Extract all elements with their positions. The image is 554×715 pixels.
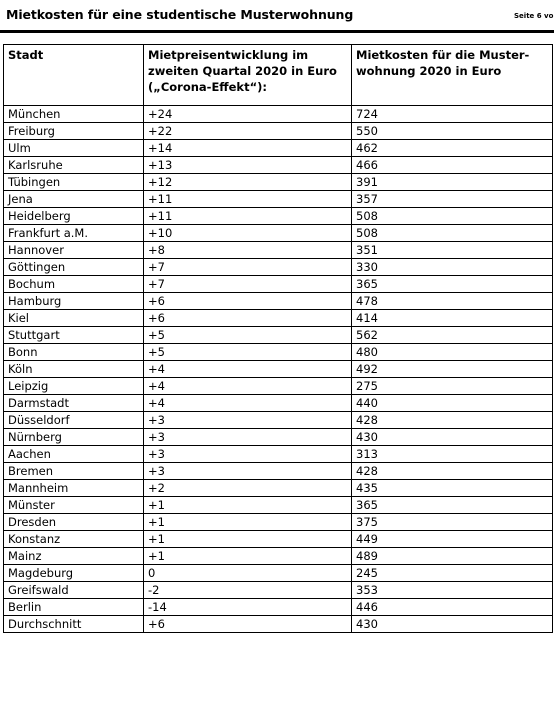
cell-stadt: München xyxy=(4,106,144,123)
cell-stadt: Leipzig xyxy=(4,378,144,395)
cell-mietkosten: 724 xyxy=(352,106,553,123)
cell-mietkosten: 440 xyxy=(352,395,553,412)
cell-entwicklung: +5 xyxy=(144,327,352,344)
table-row xyxy=(4,378,553,395)
cell-entwicklung: -2 xyxy=(144,582,352,599)
cell-stadt: Dresden xyxy=(4,514,144,531)
cell-stadt: Heidelberg xyxy=(4,208,144,225)
cell-stadt: Düsseldorf xyxy=(4,412,144,429)
table-row xyxy=(4,412,553,429)
table-row xyxy=(4,429,553,446)
table-row xyxy=(4,446,553,463)
table-row xyxy=(4,361,553,378)
cell-mietkosten: 275 xyxy=(352,378,553,395)
cell-entwicklung: +4 xyxy=(144,395,352,412)
cell-entwicklung: +3 xyxy=(144,463,352,480)
cell-entwicklung: +6 xyxy=(144,310,352,327)
cell-entwicklung: 0 xyxy=(144,565,352,582)
cell-stadt: Mainz xyxy=(4,548,144,565)
cell-entwicklung: +11 xyxy=(144,191,352,208)
cell-mietkosten: 446 xyxy=(352,599,553,616)
table-row xyxy=(4,395,553,412)
cell-entwicklung: +5 xyxy=(144,344,352,361)
cell-mietkosten: 466 xyxy=(352,157,553,174)
cell-mietkosten: 245 xyxy=(352,565,553,582)
cell-entwicklung: +1 xyxy=(144,548,352,565)
cell-mietkosten: 478 xyxy=(352,293,553,310)
table-header-row xyxy=(4,45,553,106)
cell-entwicklung: +14 xyxy=(144,140,352,157)
table-row xyxy=(4,191,553,208)
cell-mietkosten: 430 xyxy=(352,616,553,633)
cell-mietkosten: 489 xyxy=(352,548,553,565)
cell-entwicklung: +3 xyxy=(144,412,352,429)
cell-entwicklung: +11 xyxy=(144,208,352,225)
cell-mietkosten: 562 xyxy=(352,327,553,344)
cell-stadt: Mannheim xyxy=(4,480,144,497)
header-mietkosten: Mietkosten für die Muster-wohnung 2020 in Euro xyxy=(352,45,553,106)
cell-stadt: Frankfurt a.M. xyxy=(4,225,144,242)
cell-entwicklung: +8 xyxy=(144,242,352,259)
cell-mietkosten: 480 xyxy=(352,344,553,361)
table-row xyxy=(4,310,553,327)
cell-mietkosten: 492 xyxy=(352,361,553,378)
table-body xyxy=(4,106,553,633)
cell-mietkosten: 430 xyxy=(352,429,553,446)
table-row xyxy=(4,599,553,616)
table-row xyxy=(4,616,553,633)
cell-stadt: Freiburg xyxy=(4,123,144,140)
cell-entwicklung: +22 xyxy=(144,123,352,140)
page-number: Seite 6 vo xyxy=(514,12,554,20)
table-row xyxy=(4,208,553,225)
cell-stadt: Kiel xyxy=(4,310,144,327)
cell-mietkosten: 330 xyxy=(352,259,553,276)
cell-mietkosten: 508 xyxy=(352,225,553,242)
table-row xyxy=(4,123,553,140)
cell-entwicklung: +24 xyxy=(144,106,352,123)
table-row xyxy=(4,582,553,599)
cell-mietkosten: 391 xyxy=(352,174,553,191)
cell-entwicklung: +4 xyxy=(144,361,352,378)
cell-stadt: Stuttgart xyxy=(4,327,144,344)
table-row xyxy=(4,242,553,259)
cell-mietkosten: 351 xyxy=(352,242,553,259)
cell-entwicklung: +4 xyxy=(144,378,352,395)
cell-stadt: Bonn xyxy=(4,344,144,361)
cell-entwicklung: +1 xyxy=(144,497,352,514)
cell-stadt: Köln xyxy=(4,361,144,378)
cell-entwicklung: +3 xyxy=(144,446,352,463)
cell-stadt: Ulm xyxy=(4,140,144,157)
table-row xyxy=(4,548,553,565)
table-row xyxy=(4,514,553,531)
cell-mietkosten: 353 xyxy=(352,582,553,599)
cell-mietkosten: 375 xyxy=(352,514,553,531)
cell-stadt: Bremen xyxy=(4,463,144,480)
table-row xyxy=(4,174,553,191)
header-stadt: Stadt xyxy=(4,45,144,106)
cell-stadt: Magdeburg xyxy=(4,565,144,582)
cell-entwicklung: +7 xyxy=(144,259,352,276)
cell-stadt: Durchschnitt xyxy=(4,616,144,633)
cell-mietkosten: 508 xyxy=(352,208,553,225)
cell-stadt: Hannover xyxy=(4,242,144,259)
table-row xyxy=(4,276,553,293)
table-row xyxy=(4,463,553,480)
cell-mietkosten: 365 xyxy=(352,276,553,293)
cell-mietkosten: 365 xyxy=(352,497,553,514)
cell-entwicklung: +10 xyxy=(144,225,352,242)
cell-entwicklung: +1 xyxy=(144,531,352,548)
table-row xyxy=(4,106,553,123)
cell-entwicklung: +12 xyxy=(144,174,352,191)
table-row xyxy=(4,344,553,361)
cell-entwicklung: +6 xyxy=(144,616,352,633)
cell-stadt: Karlsruhe xyxy=(4,157,144,174)
cell-entwicklung: +2 xyxy=(144,480,352,497)
cell-entwicklung: +1 xyxy=(144,514,352,531)
rent-table xyxy=(3,44,553,633)
table-row xyxy=(4,497,553,514)
cell-stadt: Göttingen xyxy=(4,259,144,276)
cell-mietkosten: 428 xyxy=(352,463,553,480)
table-row xyxy=(4,531,553,548)
cell-mietkosten: 435 xyxy=(352,480,553,497)
cell-stadt: Greifswald xyxy=(4,582,144,599)
cell-stadt: Tübingen xyxy=(4,174,144,191)
cell-mietkosten: 313 xyxy=(352,446,553,463)
table-row xyxy=(4,565,553,582)
header-rule xyxy=(0,30,554,33)
cell-entwicklung: +6 xyxy=(144,293,352,310)
cell-mietkosten: 550 xyxy=(352,123,553,140)
cell-entwicklung: +13 xyxy=(144,157,352,174)
table-row xyxy=(4,480,553,497)
header-mietpreisentwicklung: Mietpreisentwicklung im zweiten Quartal 2020 in Euro („Corona-Effekt“): xyxy=(144,45,352,106)
table-row xyxy=(4,259,553,276)
cell-entwicklung: +3 xyxy=(144,429,352,446)
cell-stadt: Darmstadt xyxy=(4,395,144,412)
cell-stadt: Berlin xyxy=(4,599,144,616)
cell-mietkosten: 462 xyxy=(352,140,553,157)
cell-stadt: Nürnberg xyxy=(4,429,144,446)
cell-stadt: Hamburg xyxy=(4,293,144,310)
cell-mietkosten: 449 xyxy=(352,531,553,548)
table-row xyxy=(4,327,553,344)
table-row xyxy=(4,293,553,310)
cell-stadt: Jena xyxy=(4,191,144,208)
cell-mietkosten: 428 xyxy=(352,412,553,429)
cell-stadt: Aachen xyxy=(4,446,144,463)
table-row xyxy=(4,140,553,157)
cell-stadt: Bochum xyxy=(4,276,144,293)
cell-entwicklung: -14 xyxy=(144,599,352,616)
table-row xyxy=(4,225,553,242)
cell-entwicklung: +7 xyxy=(144,276,352,293)
cell-stadt: Münster xyxy=(4,497,144,514)
document-title: Mietkosten für eine studentische Musterwohnung xyxy=(6,7,354,22)
cell-mietkosten: 357 xyxy=(352,191,553,208)
table-row xyxy=(4,157,553,174)
cell-stadt: Konstanz xyxy=(4,531,144,548)
cell-mietkosten: 414 xyxy=(352,310,553,327)
